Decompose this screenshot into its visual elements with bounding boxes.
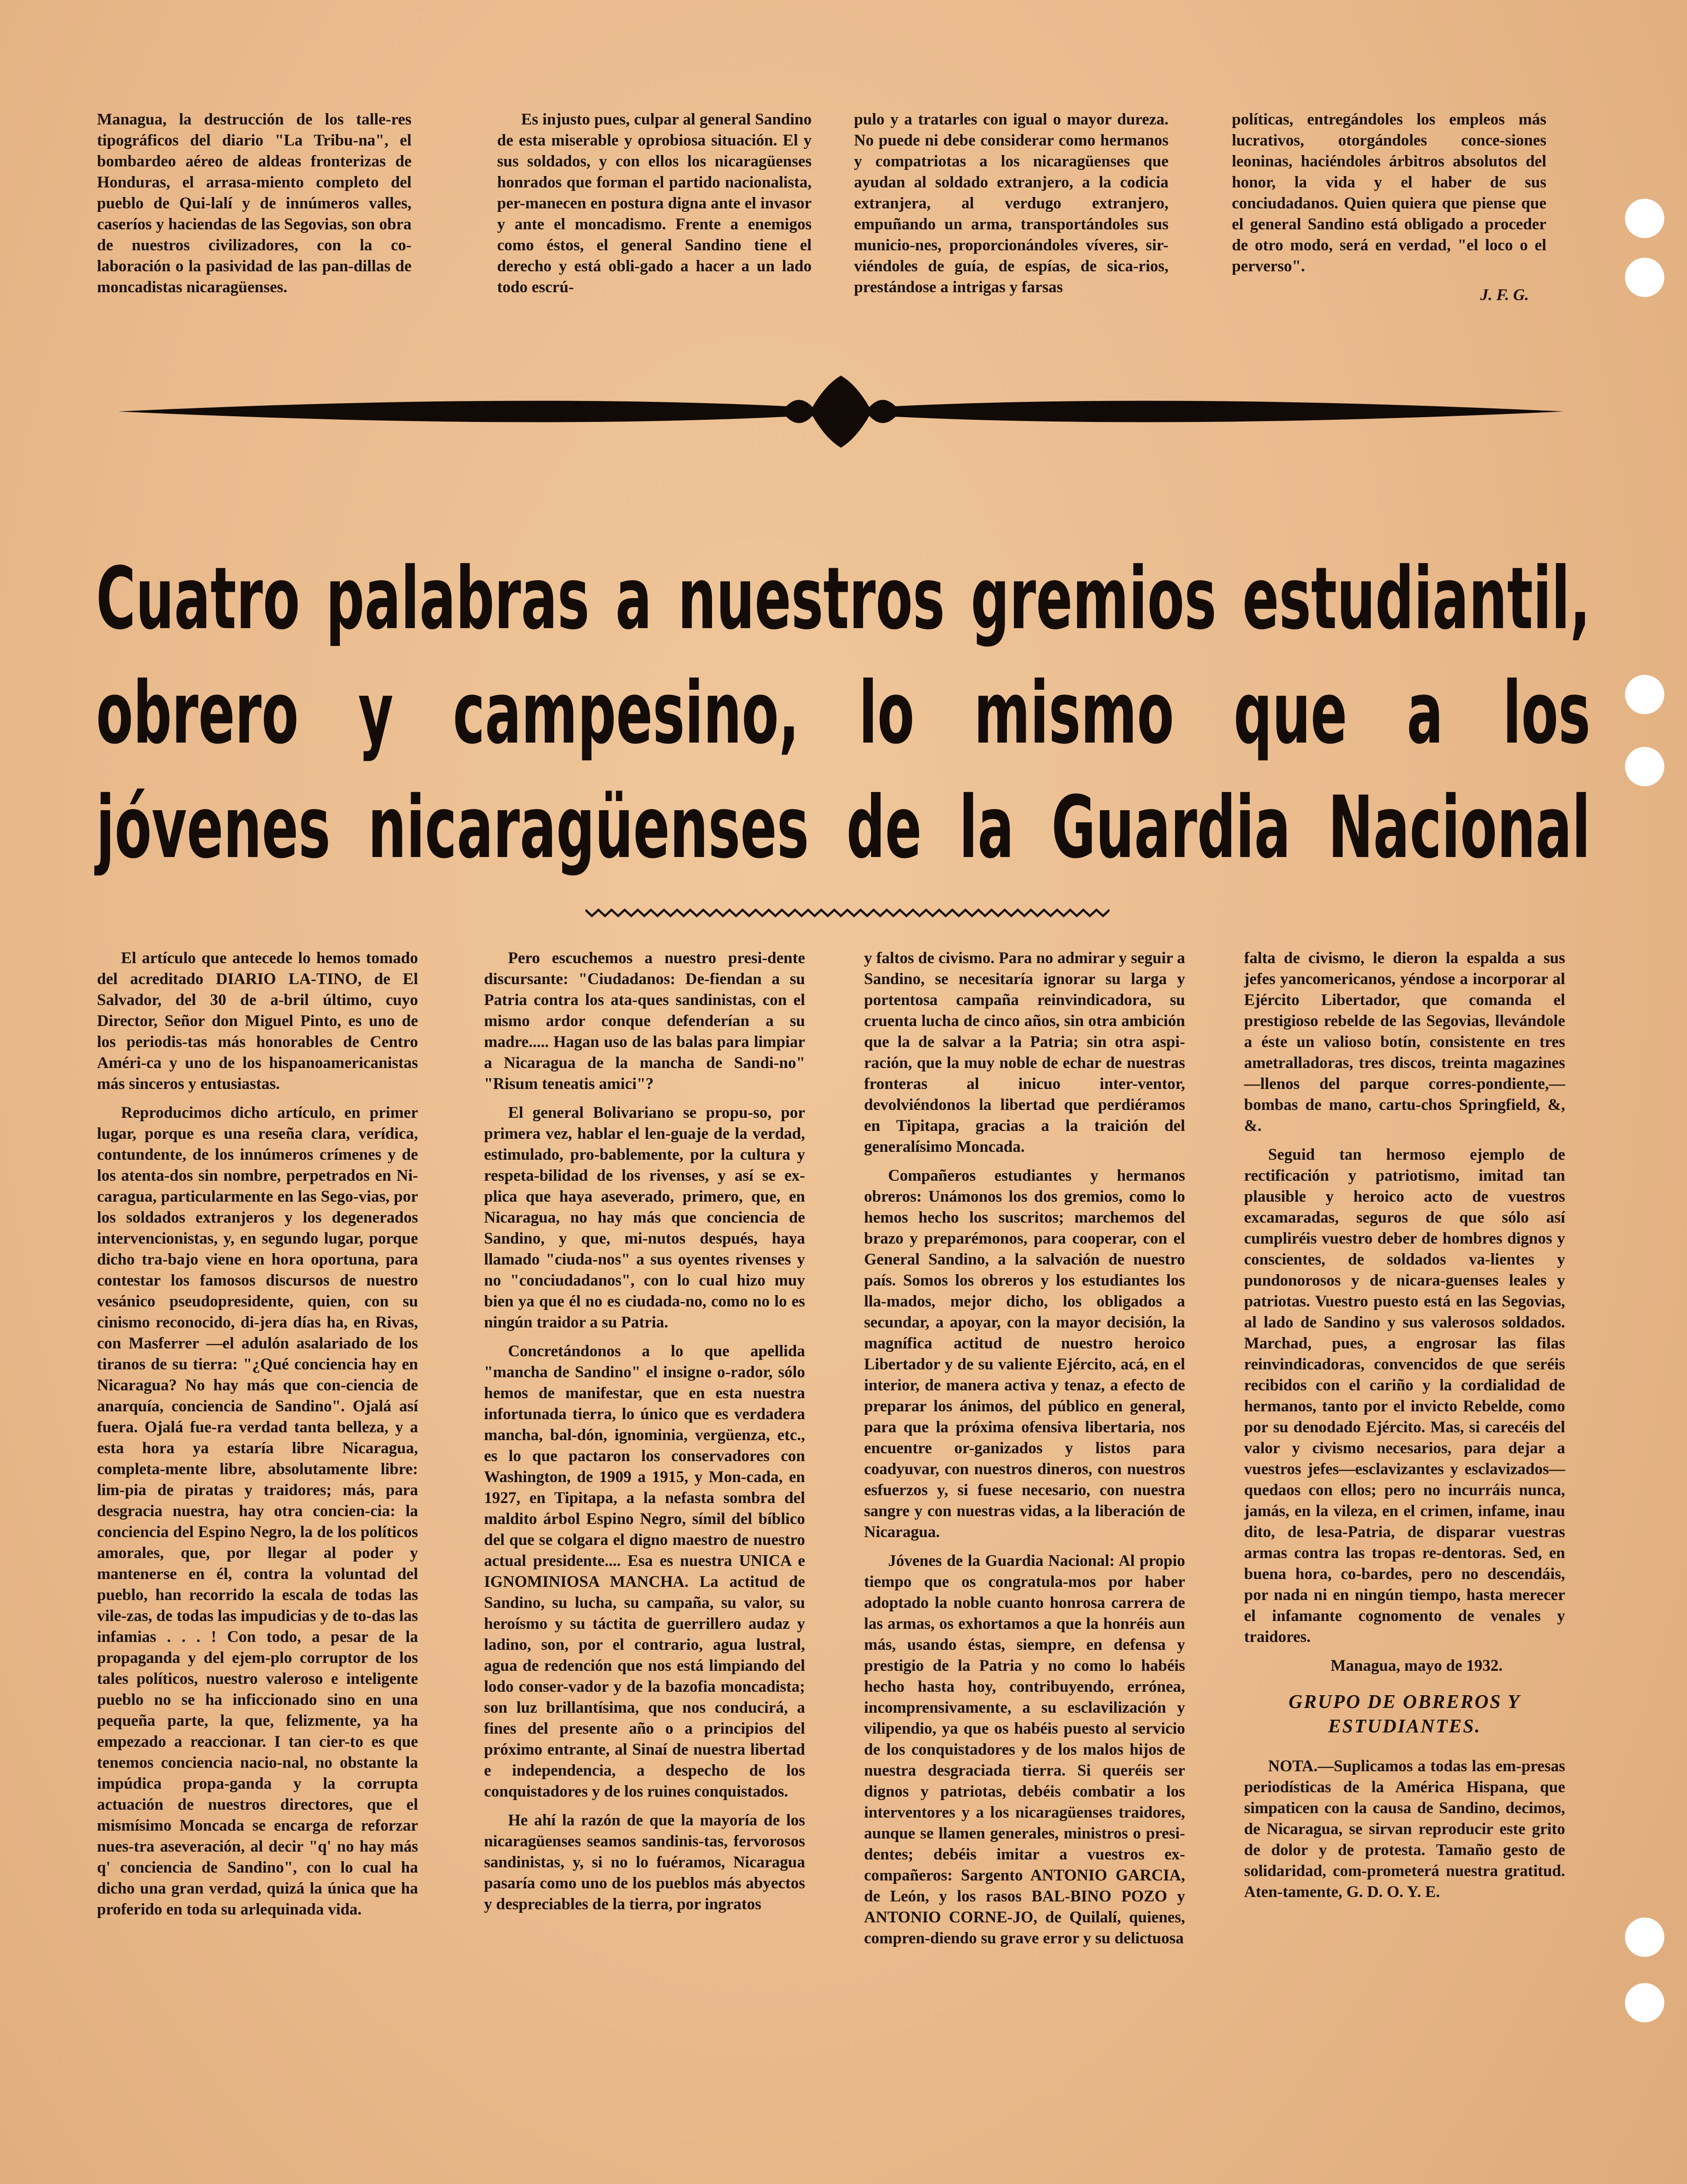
top-column-2 (497, 109, 812, 306)
headline-line-1: Cuatro palabras a nuestros gremios estudiantil, (96, 549, 1590, 649)
body-column-3 (864, 948, 1185, 1957)
zigzag-rule (585, 906, 1110, 919)
nota: NOTA.—Suplicamos a todas las em-presas periodísticas de la América Hispana, que simpaticen con la causa de Sandino, decimos, de Nicaragua, se sirvan reproducir este grito de dolor y de protesta. Tamaño gesto de solidaridad, com-prometerá nuestra gratitud. Aten-tamente, G. D. O. Y. E. (1244, 1757, 1565, 1901)
top-column-4-text: políticas, entregándoles los empleos más lucrativos, otorgándoles conce-siones leoninas, haciéndoles árbitros absolutos del honor, la vida y el haber de sus conciudadanos. Quien quiera que piense que el general Sandino está obligado a proceder de otro modo, será en verdad, "el loco o el perverso". (1232, 111, 1546, 275)
paragraph: Pero escuchemos a nuestro presi-dente discursante: "Ciudadanos: De-fiendan a su Patria contra los ata-ques sandinistas, con el mismo ardor conque defenderían a su madre..... Hagan uso de las balas para limpiar a Nicaragua de la mancha de Sandi-no" "Risum teneatis amici"? (484, 949, 805, 1093)
headline (96, 542, 1590, 885)
paragraph: Jóvenes de la Guardia Nacional: Al propio tiempo que os congratula-mos por haber adoptado la noble cuanto honrosa carrera de las armas, os exhortamos a que la honréis aun más, usando éstas, siempre, en defensa y prestigio de la Patria y no como lo habéis hecho hasta hoy, contribuyendo, errónea, incomprensivamente, a su esclavilización y vilipendio, ya que os habéis puesto al servicio de los conquistadores y de los malos hijos de nuestra desgraciada tierra. Si queréis ser dignos y patriotas, debéis combatir a los interventores y a los nicaragüenses traidores, aunque se llamen generales, ministros o presi-dentes; debéis imitar a vuestros ex-compañeros: Sargento ANTONIO GARCIA, de León, y los rasos BAL-BINO POZO y ANTONIO CORNE-JO, de Quilalí, quienes, compren-diendo su grave error y su delictuosa (864, 1552, 1185, 1947)
paragraph: Compañeros estudiantes y hermanos obreros: Unámonos los dos gremios, como lo hemos hecho los suscritos; marchemos del brazo y preparémonos, para cooperar, con el General Sandino, a la salvación de nuestro país. Somos los obreros y los estudiantes los lla-mados, mejor dicho, los obligados a secundar, a apoyar, con la mayor decisión, la magnífica actitud de nuestro heroico Libertador y de su valiente Ejército, acá, en el interior, de manera activa y tenaz, a efecto de preparar los ánimos, del público en general, para que la próxima ofensiva libertaria, nos encuentre or-ganizados y listos para coadyuvar, con nuestros dineros, con nuestros esfuerzos y, si fuese necesario, con nuestra sangre y con nuestras vidas, a la liberación de Nicaragua. (864, 1167, 1185, 1541)
top-column-1-text: Managua, la destrucción de los talle-res tipográficos del diario "La Tribu-na", el bombardeo aéreo de aldeas fronterizas de Honduras, el arrasa-miento completo del pueblo de Qui-lalí y de innúmeros valles, caseríos y haciendas de las Segovias, son obra de nuestros civilizadores, con la co-laboración o la pasividad de las pan-dillas de moncadistas nicaragüenses. (97, 111, 411, 296)
top-column-4 (1232, 109, 1546, 306)
headline-line-2: obrero y campesino, lo mismo que a los (96, 663, 1590, 763)
paragraph: He ahí la razón de que la mayoría de los nicaragüenses seamos sandinis-tas, fervorosos sandinistas, y, si no lo fuéramos, Nicaragua pasaría como uno de los pueblos más abyectos y despreciables de la tierra, por ingratos (484, 1811, 805, 1913)
top-column-3-text: pulo y a tratarles con igual o mayor dureza. No puede ni debe considerar como hermanos y compatriotas a los nicaragüenses que ayudan al soldado extranjero, a la codicia extranjera, al verdugo extranjero, empuñando un arma, transportándoles sus municio-nes, proporcionándoles víveres, sir-viéndoles de guía, de espías, de sica-rios, prestándose a intrigas y farsas (854, 111, 1168, 296)
ornamental-divider (118, 376, 1564, 448)
signatory-group: GRUPO DE OBREROS Y ESTUDIANTES. (1288, 1691, 1521, 1737)
paragraph: Concretándonos a lo que apellida "mancha de Sandino" el insigne o-rador, sólo hemos de manifestar, que en esta nuestra infortunada tierra, lo único que es verdadera mancha, bal-dón, ignominia, vergüenza, etc., es lo que pactaron los conservadores con Washington, de 1909 a 1915, y Mon-cada, en 1927, en Tipitapa, a la nefasta sombra del maldito árbol Espino Negro, símil del bíblico del que se colgara el digno maestro de nuestro actual presidente.... Esa es nuestra UNICA e IGNOMINIOSA MANCHA. La actitud de Sandino, su lucha, su campaña, su valor, su heroísmo y su táctita de guerrillero audaz y ladino, son, por el contrario, agua lustral, agua de redención que nos está limpiando del lodo conser-vador y de la bazofia moncadista; son luz brillantísima, que nos conducirá, a fines del presente año o a principios del próximo entrante, al Sinaí de nuestra libertad e independencia, a despecho de los conquistadores y de los ruines conquistados. (484, 1342, 805, 1800)
dateline: Managua, mayo de 1932. (1331, 1657, 1503, 1675)
paragraph: Seguid tan hermoso ejemplo de rectificación y patriotismo, imitad tan plausible y heroico acto de vuestros excamaradas, seguros de que sólo así cumpliréis vuestro deber de hombres dignos y conscientes, de soldados va-lientes y pundonorosos y de nicara-guenses leales y patriotas. Vuestro puesto está en las Segovias, al lado de Sandino y sus valerosos soldados. Marchad, pues, a engrosar las filas reinvindicadoras, convencidos de que seréis recibidos con el cariño y la cordialidad de hermanos, tanto por el invicto Rebelde, como por su denodado Ejército. Mas, si carecéis del valor y civismo necesarios, para dejar a vuestros jefes—esclavizantes y esclavizados—quedaos con ellos; pero no incurráis nunca, jamás, en la vileza, en el crimen, infame, inau dito, de lesa-Patria, de disparar vuestras armas contra las tropas re-dentoras. Sed, en buena hora, co-bardes, pero no descendáis, por nada ni en ningún tiempo, hasta merecer el infamante cognomento de venales y traidores. (1244, 1146, 1565, 1646)
paragraph: El artículo que antecede lo hemos tomado del acreditado DIARIO LA-TINO, de El Salvador, del 30 de a-bril último, cuyo Director, Señor don Miguel Pinto, es uno de los periodis-tas más honorables de Centro Améri-ca y uno de los hispanoamericanistas más sinceros y entusiastas. (97, 949, 418, 1093)
paragraph: Reproducimos dicho artículo, en primer lugar, porque es una reseña clara, verídica, contundente, de los innúmeros crímenes y de los atenta-dos sin nombre, perpetrados en Ni-caragua, particularmente en las Sego-vias, por los soldados extranjeros y los degenerados intervencionistas, y, en segundo lugar, porque dicho tra-bajo viene en hora oportuna, para contestar los famosos discursos de nuestro vesánico pseudopresidente, quien, con su cinismo reconocido, di-jera días ha, en Rivas, con Masferrer —el adulón asalariado de los tiranos de su tierra: "¿Qué conciencia hay en Nicaragua? No hay más que con-ciencia de anarquía, conciencia de Sandino". Ojalá así fuera. Ojalá fue-ra verdad tanta belleza, y a esta hora ya estaría libre Nicaragua, completa-mente libre, absolutamente libre: lim-pia de piratas y traidores; más, para desgracia nuestra, hay otra concien-cia: la conciencia del Espino Negro, la de los políticos amorales, que, por llegar al poder y mantenerse en él, contra la voluntad del pueblo, han recorrido la escala de todas las vile-zas, de todas las impudicias y de to-das las infamias . . . ! Con todo, a pesar de la propaganda y del ejem-plo corruptor de los tales políticos, nuestro valeroso e inteligente pueblo no se ha inficcionado sino en una pequeña parte, la que, felizmente, ya ha empezado a reaccionar. I tan cier-to es que tenemos conciencia nacio-nal, no obstante la impúdica propa-ganda y la corrupta actuación de nuestros directores, que el mismísimo Moncada se encarga de reforzar nues-tra aseveración, al decir "q' no hay más q' conciencia de Sandino", con lo cual ha dicho una gran verdad, quizá la única que ha proferido en toda su arlequinada vida. (97, 1104, 418, 1918)
top-column-1 (97, 109, 411, 306)
headline-line-3: jóvenes nicaragüenses de la Guardia Nacional (96, 778, 1590, 878)
paragraph: El general Bolivariano se propu-so, por primera vez, hablar el len-guaje de la verdad, estimulado, pro-bablemente, por la cultura y respeta-bilidad de los rivenses, y así se ex-plica que haya aseverado, primero, que, en Nicaragua, no hay más que conciencia de Sandino, y que, mi-nutos después, haya llamado "ciuda-nos" a sus oyentes rivenses y no "conciudadanos", con lo cual hizo muy bien ya que él no es ciudada-no, como no lo es ningún traidor a su Patria. (484, 1104, 805, 1331)
body-column-2 (484, 948, 805, 1923)
paragraph: falta de civismo, le dieron la espalda a sus jefes yancomericanos, yéndose a incorporar al Ejército Libertador, que comanda el prestigioso rebelde de las Segovias, llevándole a éste un valioso botín, consistente en tres ametralladoras, tres discos, treinta magazines—llenos del parque corres-pondiente,—bombas de mano, cartu-chos Springfield, &, &. (1244, 949, 1565, 1135)
body-column-4 (1244, 948, 1565, 1911)
top-signature: J. F. G. (1480, 286, 1529, 304)
top-column-2-text: Es injusto pues, culpar al general Sandino de esta miserable y oprobiosa situación. El y sus soldados, y con ellos los nicaragüenses honrados que forman el partido nacionalista, per-manecen en postura digna ante el invasor y ante el moncadismo. Frente a enemigos como éstos, el general Sandino tiene el derecho y está obli-gado a hacer a un lado todo escrú- (497, 111, 812, 296)
punch-hole (1625, 199, 1664, 238)
punch-hole (1625, 747, 1664, 786)
top-column-3 (854, 109, 1168, 306)
punch-hole (1625, 258, 1664, 297)
punch-hole (1625, 675, 1664, 714)
punch-hole (1625, 1983, 1664, 2022)
paragraph: y faltos de civismo. Para no admirar y seguir a Sandino, se necesitaría ignorar su larga y portentosa campaña reinvindicadora, su cruenta lucha de cinco años, sin otra ambición que la de salvar a la Patria; sin otra aspi-ración, que la muy noble de echar de nuestras fronteras al inicuo inter-ventor, devolviéndonos la libertad que perdiéramos en Tipitapa, gracias a la traición del generalísimo Moncada. (864, 949, 1185, 1156)
punch-hole (1625, 1918, 1664, 1957)
body-column-1 (97, 948, 418, 1928)
